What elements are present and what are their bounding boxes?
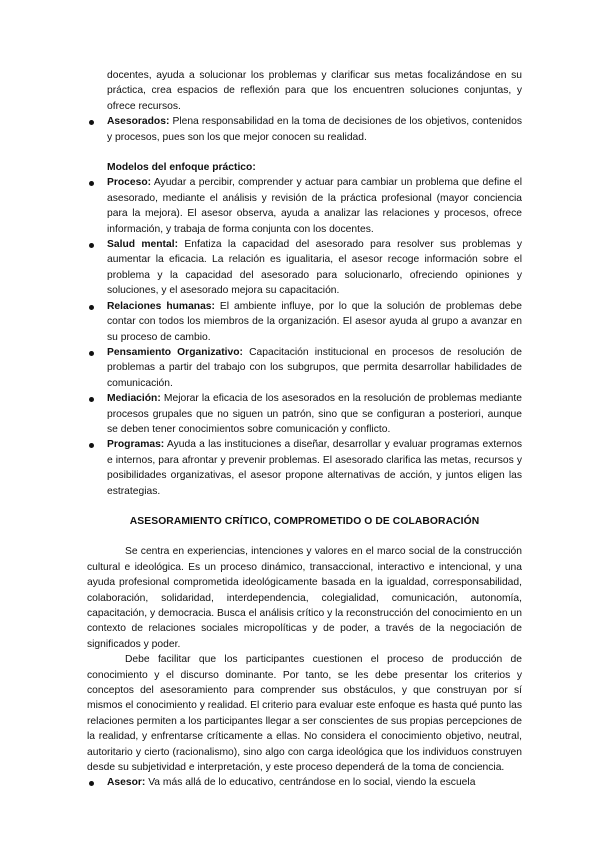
intro-continuation: docentes, ayuda a solucionar los problemas y clarificar sus metas focalizándose en su práctica, crea espacios de reflexión para que los encuentren soluciones conjuntas, y ofrece recursos. [107,70,522,112]
bullet-icon [89,120,94,125]
text-asesorados: Plena responsabilidad en la toma de decisiones de los objetivos, contenidos y procesos, pues son los que mejor conocen su realidad. [107,116,522,143]
list-item-relaciones-humanas [87,299,522,345]
text-asesor: Va más allá de lo educativo, centrándose en lo social, viendo la escuela [145,777,476,789]
bullet-icon [89,305,94,310]
text-relaciones-humanas: El ambiente influye, por lo que la solución de problemas debe contar con todos los miembros de la organización. El asesor ayuda al grupo a avanzar en su proceso de cambio. [107,300,522,343]
section-paragraph-1: Se centra en experiencias, intenciones y valores en el marco social de la construcción cultural e ideológica. Es un proceso dinámico, transaccional, interactivo e intencional, y una ayuda profesional comprometida ideológicamente basada en la igualdad, corresponsabilidad, colaboración, solidaridad, interdependencia, colegialidad, comunicación, autonomía, capacitación, y democracia. Busca el análisis crítico y la reconstrucción del conocimiento en un contexto de relaciones sociales micropolíticas y de poder, a través de la negociación de significados y poder. [87,546,522,650]
list-item-asesor [87,775,522,790]
bullet-icon [89,397,94,402]
term-proceso: Proceso: [107,177,152,189]
term-relaciones-humanas: Relaciones humanas: [107,300,215,312]
list-item-pensamiento-organizativo [87,345,522,391]
term-asesorados: Asesorados: [107,116,170,128]
bullet-icon [89,351,94,356]
section-title: ASESORAMIENTO CRÍTICO, COMPROMETIDO O DE COLABORACIÓN [129,515,480,527]
list-item-mediacion [87,391,522,437]
text-mediacion: Mejorar la eficacia de los asesorados en la resolución de problemas mediante procesos grupales que no siguen un patrón, sino que se configuran a posteriori, aunque se deben tener conocimientos sobre comunicación y conflicto. [107,393,522,435]
section-paragraph-2: Debe facilitar que los participantes cuestionen el proceso de producción de conocimiento y el discurso dominante. Por tanto, se les debe presentar los criterios y conceptos del asesoramiento para comprender sus obstáculos, y que construyan por sí mismos el conocimiento y realidad. El criterio para evaluar este enfoque es hasta qué punto las relaciones permiten a los participantes llegar a ser conscientes de sus propias percepciones de la realidad, y enfrentarse críticamente a ellas. No considera el conocimiento objetivo, neutral, autoritario y cierto (racionalismo), sino algo con carga ideológica que los individuos construyen desde su subjetividad e interpretación, y este proceso dependerá de la toma de conciencia. [87,654,522,774]
asesor-list [87,775,522,790]
bullet-icon [89,243,94,248]
text-salud-mental: Enfatiza la capacidad del asesorado para resolver sus problemas y aumentar la eficacia. La relación es igualitaria, el asesor recoge información sobre el problema y la capacidad del asesorado para solucionarlo, ofreciendo opiniones y soluciones, y el asesorado mejora su capacitación. [107,239,523,297]
bullet-icon [89,443,94,448]
text-proceso: Ayudar a percibir, comprender y actuar para cambiar un problema que define el asesorado, mediante el análisis y revisión de la práctica profesional (mayor conciencia para la mejora). El asesor observa, ayuda a analizar las relaciones y procesos, ofrece información, y trabaja de forma conjunta con los docentes. [107,177,522,235]
list-item-asesorados [87,114,522,145]
models-list [87,175,522,499]
models-heading: Modelos del enfoque práctico: [107,162,256,174]
bullet-icon [89,781,94,786]
term-mediacion: Mediación: [107,393,161,405]
list-item-proceso [87,175,522,237]
asesorados-list [87,114,522,145]
list-item-salud-mental [87,237,522,299]
term-programas: Programas: [107,439,165,451]
text-programas: Ayuda a las instituciones a diseñar, desarrollar y evaluar programas externos e internos, para afrontar y prevenir problemas. El asesorado clarifica las metas, recursos y posibilidades organizativas, el asesor propone alternativas de acción, y juntos eligen las estrategias. [107,439,522,497]
term-salud-mental: Salud mental: [107,239,179,251]
text-pensamiento-organizativo: Capacitación institucional en procesos de resolución de problemas a partir del trabajo con los subgrupos, que permita desarrollar habilidades de comunicación. [107,346,523,389]
term-asesor: Asesor: [107,777,146,789]
term-pensamiento-organizativo: Pensamiento Organizativo: [107,346,243,358]
bullet-icon [89,181,94,186]
list-item-programas [87,437,522,499]
